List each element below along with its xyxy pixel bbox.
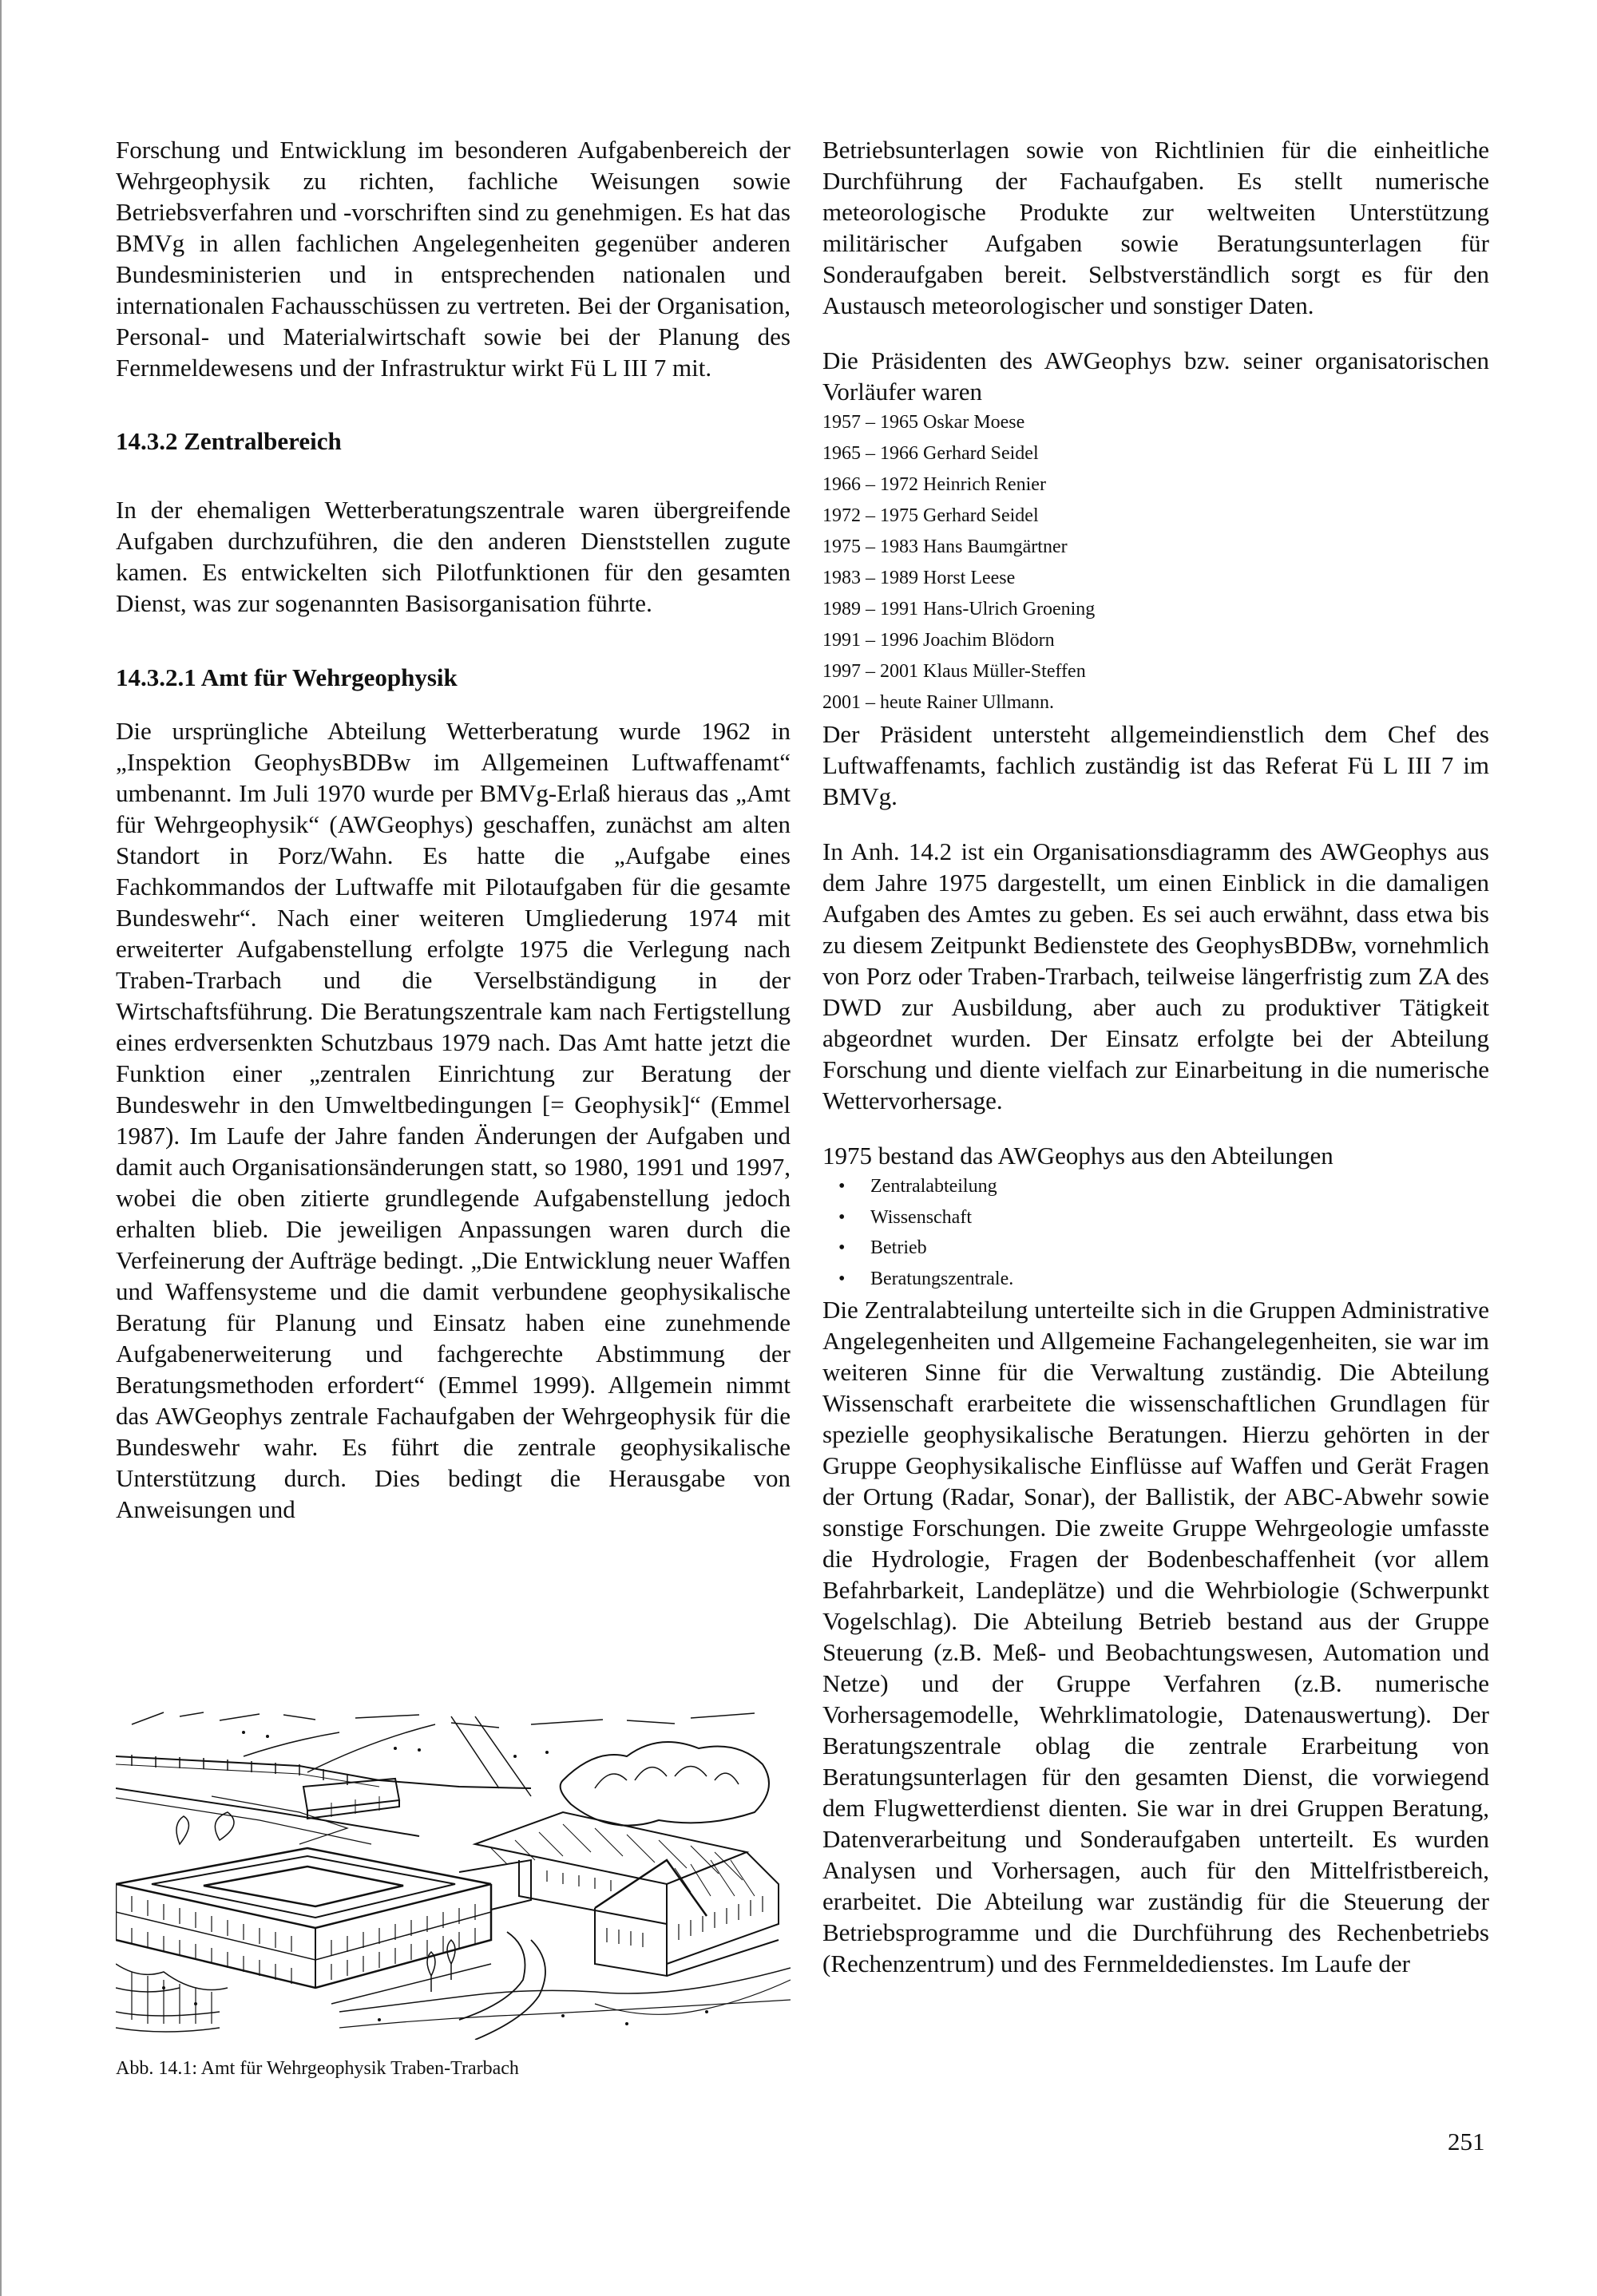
building-illustration-icon	[116, 1700, 791, 2040]
departments-list	[822, 1171, 1489, 1294]
president-item: 1972 – 1975 Gerhard Seidel	[822, 505, 1039, 526]
paragraph-zentralabteilung: Die Zentralabteilung unterteilte sich in die Gruppen Administrative Angelegenheiten und Allgemeine Fachangelegenheiten, sie war im weiteren Sinne für die Verwaltung zuständig. Die Abteilung Wissenschaft erarbeitete die wissenschaftlichen Grundlagen für spezielle geophysikalische Beratungen. Hierzu gehörten in der Gruppe Geophysikalische Einflüsse auf Waffen und Gerät Fragen der Ortung (Radar, Sonar), der Ballistik, der ABC-Abwehr sowie sonstige Forschungen. Die zweite Gruppe Wehrgeologie umfasste die Hydrologie, Fragen der Bodenbeschaffenheit (vor allem Befahrbarkeit, Landeplätze) und die Wehrbiologie (Schwerpunkt Vogelschlag). Die Abteilung Betrieb bestand aus der Gruppe Steuerung (z.B. Meß- und Beobachtungswesen, Automation und Netze) und der Gruppe Verfahren (z.B. numerische Vorhersagemodelle, Wehrklimatologie, Datenauswertung). Der Beratungszentrale oblag die zentrale Erarbeitung von Beratungsunterlagen für den gesamten Dienst, die vorwiegend dem Flugwetterdienst dienten. Sie war in drei Gruppen Beratung, Datenverarbeitung und Sonderaufgaben unterteilt. Es wurden Analysen und Vorhersagen, auch für den Mittelfristbereich, erarbeitet. Die Abteilung war zuständig für die Steuerung der Betriebsprogramme und die Durchführung des Rechenbetriebs (Rechenzentrum) und des Fernmeldedienstes. Im Laufe der	[822, 1296, 1489, 1977]
right-column	[822, 134, 1489, 1979]
department-item: • Beratungszentrale.	[822, 1264, 1489, 1295]
president-item: 1989 – 1991 Hans-Ulrich Groening	[822, 599, 1096, 620]
left-column	[116, 134, 791, 1525]
president-item: 2001 – heute Rainer Ullmann.	[822, 692, 1054, 713]
president-item: 1991 – 1996 Joachim Blödorn	[822, 630, 1055, 651]
president-item: 1957 – 1965 Oskar Moese	[822, 412, 1025, 433]
paragraph-presidents-intro: Die Präsidenten des AWGeophys bzw. seiner organisatorischen Vorläufer waren	[822, 346, 1489, 406]
paragraph-intro: Forschung und Entwicklung im besonderen Aufgabenbereich der Wehrgeophysik zu richten, fachliche Weisungen sowie Betriebsverfahren und -vorschriften sind zu genehmigen. Es hat das BMVg in allen fachlichen Angelegenheiten gegenüber anderen Bundesministerien und in entsprechenden nationalen und internationalen Fachausschüssen zu vertreten. Bei der Organisation, Personal- und Materialwirtschaft sowie bei der Planung des Fernmeldewesens und der Infrastruktur wirkt Fü L III 7 mit.	[116, 136, 791, 382]
department-item: • Zentralabteilung	[822, 1171, 1489, 1202]
president-item: 1997 – 2001 Klaus Müller-Steffen	[822, 661, 1086, 682]
president-item: 1983 – 1989 Horst Leese	[822, 568, 1016, 588]
bullet-icon: •	[838, 1206, 846, 1228]
paragraph-anhang: In Anh. 14.2 ist ein Organisationsdiagramm des AWGeophys aus dem Jahre 1975 dargestellt, um einen Einblick in die damaligen Aufgaben des Amtes zu geben. Es sei auch erwähnt, dass etwa bis zu diesem Zeitpunkt Bedienstete des GeophysBDBw, vornehmlich von Porz oder Traben-Trarbach, teilweise längerfristig zum ZA des DWD zur Ausbildung, aber auch zu produktiver Tätigkeit abgeordnet wurden. Der Einsatz erfolgte bei der Abteilung Forschung und diente vielfach zur Einarbeitung in die numerische Wettervorhersage.	[822, 837, 1489, 1114]
figure-building-drawing	[116, 1700, 791, 2040]
bullet-icon: •	[838, 1268, 846, 1289]
department-item: • Betrieb	[822, 1233, 1489, 1264]
presidents-list	[822, 407, 1489, 718]
president-item: 1975 – 1983 Hans Baumgärtner	[822, 536, 1068, 557]
section-heading-14-3-2-1: 14.3.2.1 Amt für Wehrgeophysik	[116, 663, 458, 691]
paragraph-zentralbereich: In der ehemaligen Wetterberatungszentrale waren übergreifende Aufgaben durchzuführen, die den anderen Dienststellen zugute kamen. Es entwickelten sich Pilotfunktionen für den gesamten Dienst, was zur sogenannten Basisorganisation führte.	[116, 496, 791, 617]
paragraph-amt-fuer-wehrgeophysik: Die ursprüngliche Abteilung Wetterberatung wurde 1962 in „Inspektion GeophysBDBw im Allgemeinen Luftwaffenamt“ umbenannt. Im Juli 1970 wurde per BMVg-Erlaß hieraus das „Amt für Wehrgeophysik“ (AWGeophys) geschaffen, zunächst am alten Standort in Porz/Wahn. Es hatte die „Aufgabe eines Fachkommandos der Luftwaffe mit Pilotaufgaben für die gesamte Bundeswehr“. Nach einer weiteren Umgliederung 1974 mit erweiterter Aufgabenstellung erfolgte 1975 die Verlegung nach Traben-Trarbach und die Verselbständigung in der Wirtschaftsführung. Die Beratungszentrale kam nach Fertigstellung eines erdversenkten Schutzbaus 1979 nach. Das Amt hatte jetzt die Funktion einer „zentralen Einrichtung zur Beratung der Bundeswehr in den Umweltbedingungen [= Geophysik]“ (Emmel 1987). Im Laufe der Jahre fanden Änderungen der Aufgaben und damit auch Organisationsänderungen statt, so 1980, 1991 und 1997, wobei die oben zitierte grundlegende Aufgabenstellung jedoch erhalten blieb. Die jeweiligen Anpassungen waren durch die Verfeinerung der Aufträge bedingt. „Die Entwicklung neuer Waffen und Waffensysteme und die damit verbundene geophysikalische Beratung für Planung und Einsatz haben eine zunehmende Aufgabenerweiterung und fachgerechte Abstimmung der Beratungsmethoden erfordert“ (Emmel 1999). Allgemein nimmt das AWGeophys zentrale Fachaufgaben der Wehrgeophysik für die Bundeswehr wahr. Es führt die zentrale geophysikalische Unterstützung durch. Dies bedingt die Herausgabe von Anweisungen und	[116, 717, 791, 1523]
paragraph-praesident: Der Präsident untersteht allgemeindienstlich dem Chef des Luftwaffenamts, fachlich zuständig ist das Referat Fü L III 7 im BMVg.	[822, 720, 1489, 810]
bullet-icon: •	[838, 1237, 846, 1258]
bullet-icon: •	[838, 1176, 846, 1197]
scan-edge-line	[0, 0, 2, 2296]
paragraph-continuation: Betriebsunterlagen sowie von Richtlinien für die einheitliche Durchführung der Fachaufgaben. Es stellt numerische meteorologische Produkte zur weltweiten Unterstützung militärischer Aufgaben sowie Beratungsunterlagen für Sonderaufgaben bereit. Selbstverständlich sorgt es für den Austausch meteorologischer und sonstiger Daten.	[822, 136, 1489, 319]
president-item: 1966 – 1972 Heinrich Renier	[822, 474, 1046, 495]
paragraph-1975-departments-intro: 1975 bestand das AWGeophys aus den Abteilungen	[822, 1142, 1333, 1170]
president-item: 1965 – 1966 Gerhard Seidel	[822, 443, 1039, 464]
department-item: • Wissenschaft	[822, 1202, 1489, 1233]
figure-caption: Abb. 14.1: Amt für Wehrgeophysik Traben-Trarbach	[116, 2058, 519, 2079]
page-number: 251	[1448, 2128, 1485, 2155]
section-heading-14-3-2: 14.3.2 Zentralbereich	[116, 427, 342, 455]
